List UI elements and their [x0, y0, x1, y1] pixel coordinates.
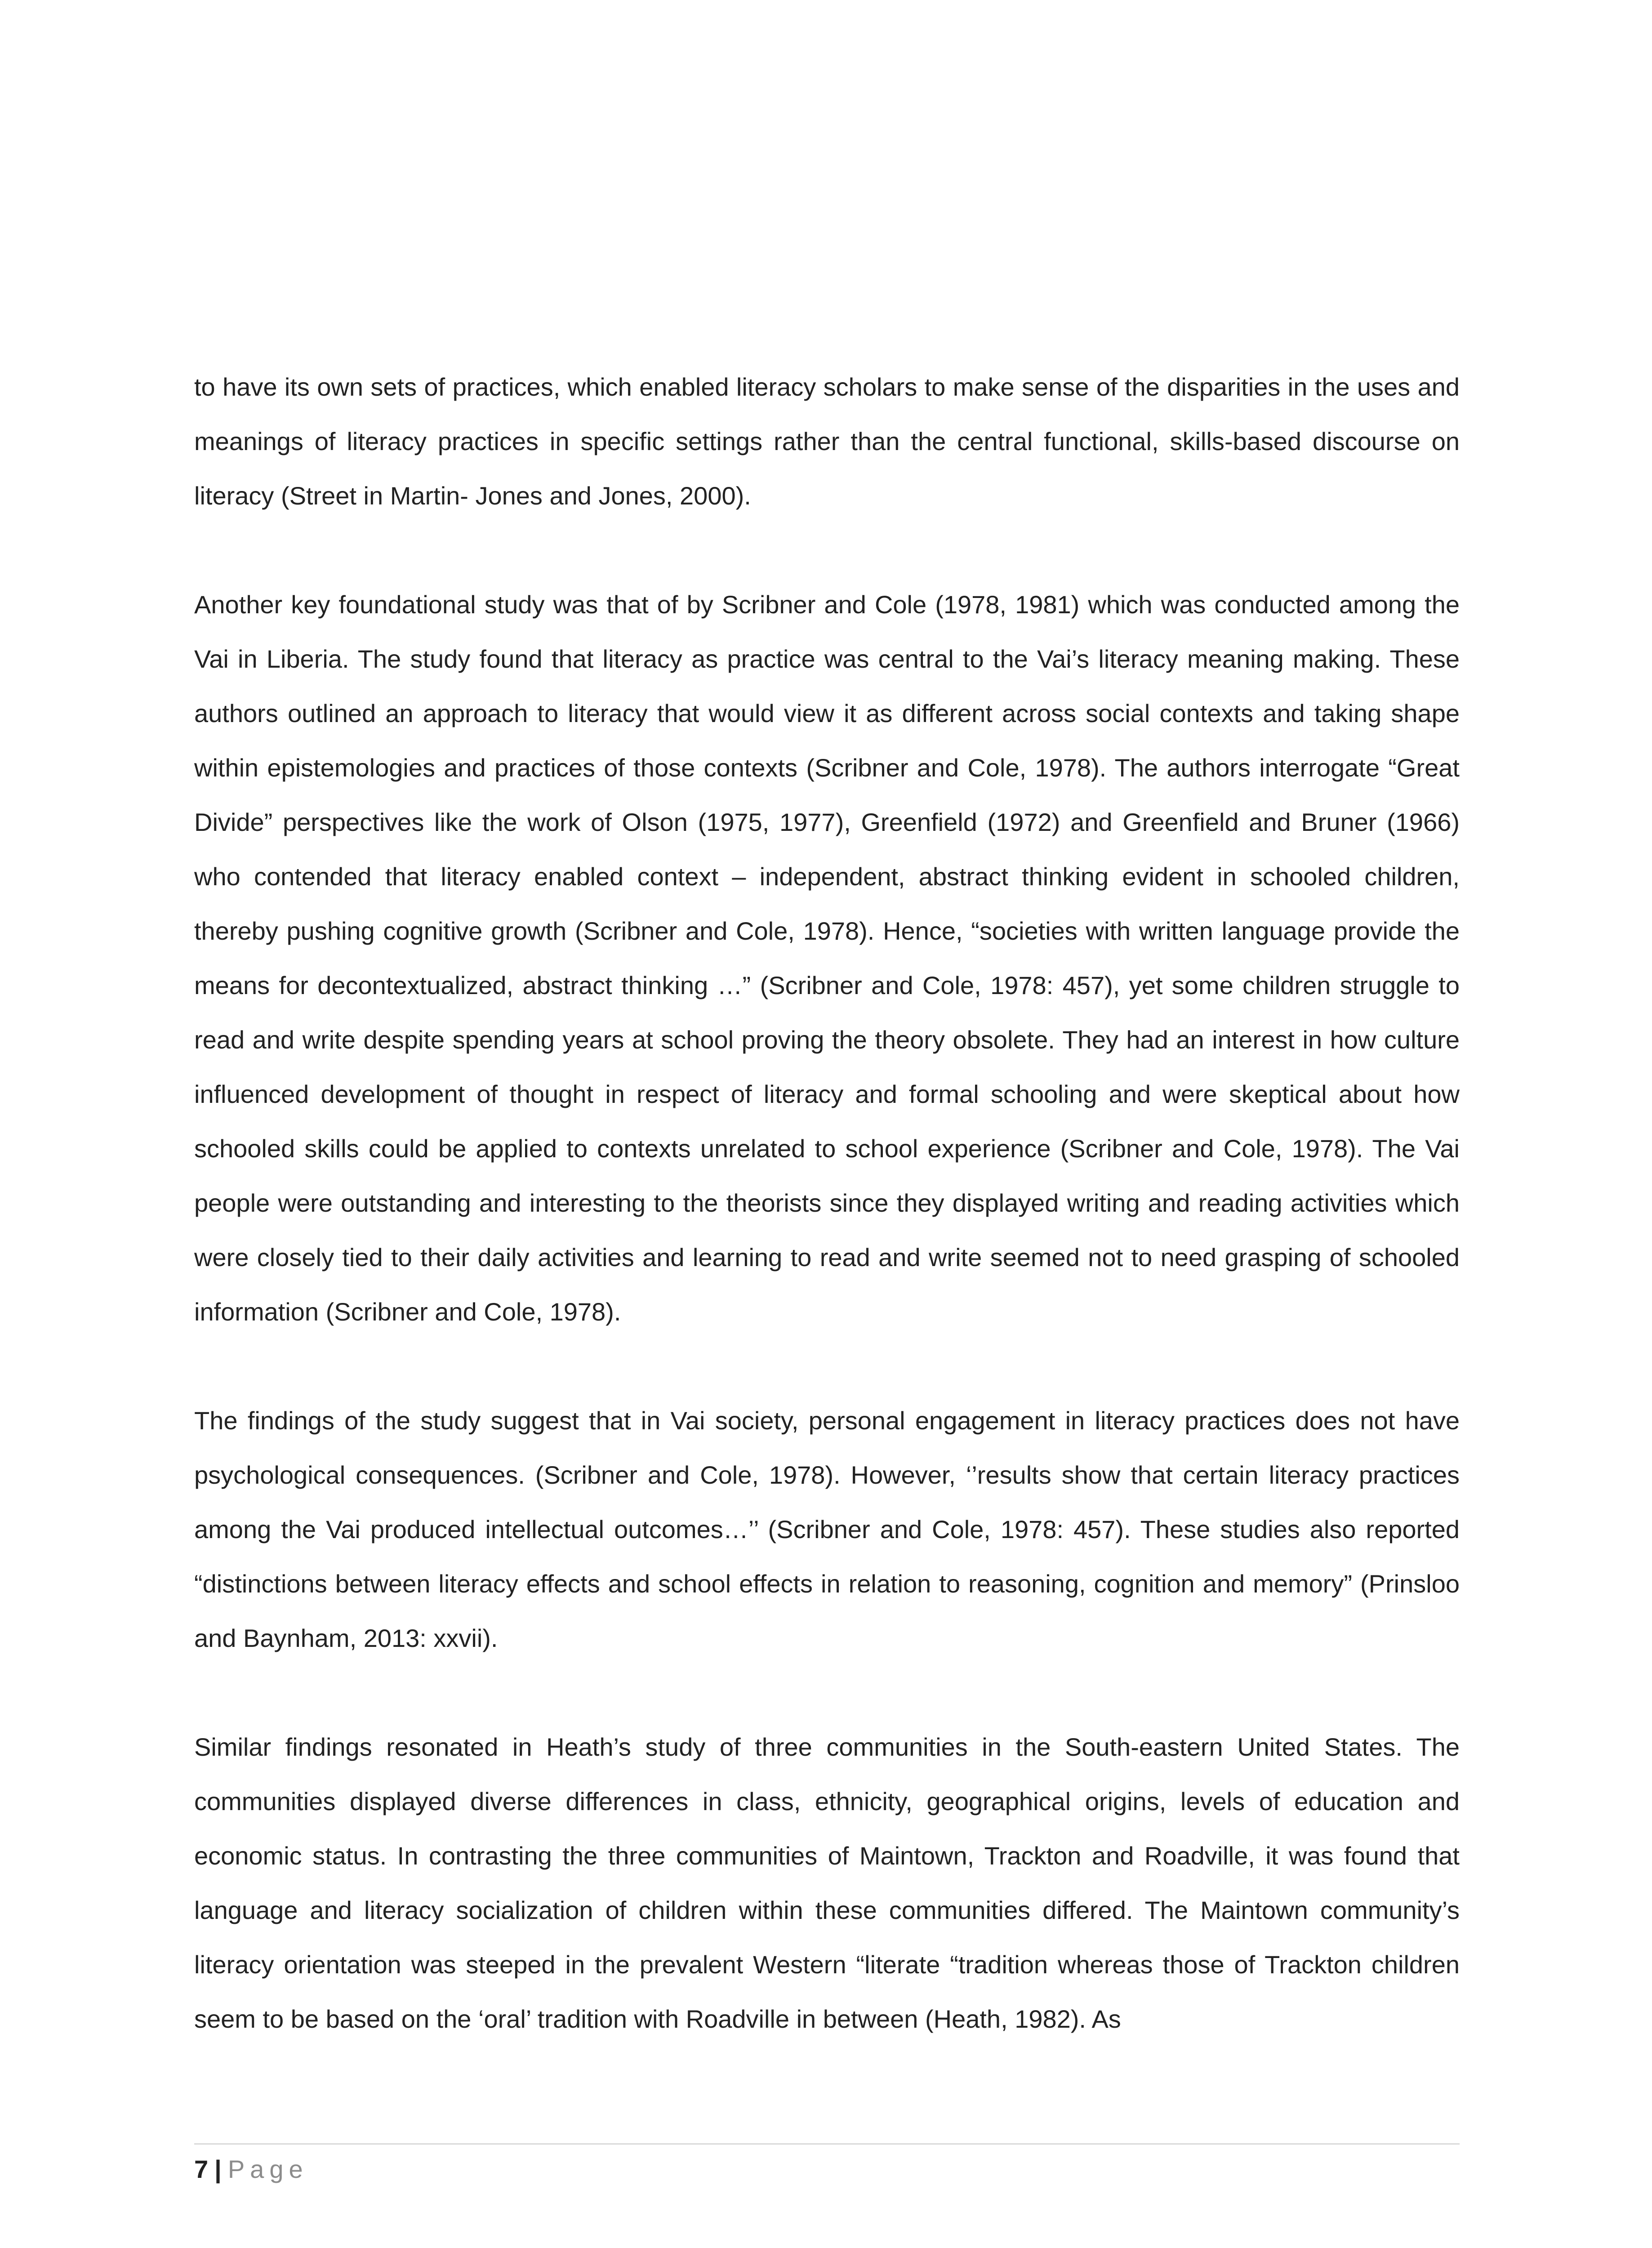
footer-divider [194, 2143, 1460, 2145]
paragraph-2: Another key foundational study was that of by Scribner and Cole (1978, 1981) which was conducted among the Vai in Liberia. The study found that literacy as practice was central to the Vai’s literacy meaning making. These authors outlined an approach to literacy that would view it as different across social contexts and taking shape within epistemologies and practices of those contexts (Scribner and Cole, 1978). The authors interrogate “Great Divide” perspectives like the work of Olson (1975, 1977), Greenfield (1972) and Greenfield and Bruner (1966) who contended that literacy enabled context – independent, abstract thinking evident in schooled children, thereby pushing cognitive growth (Scribner and Cole, 1978). Hence, “societies with written language provide the means for decontextualized, abstract thinking …” (Scribner and Cole, 1978: 457), yet some children struggle to read and write despite spending years at school proving the theory obsolete. They had an interest in how culture influenced development of thought in respect of literacy and formal schooling and were skeptical about how schooled skills could be applied to contexts unrelated to school experience (Scribner and Cole, 1978). The Vai people were outstanding and interesting to the theorists since they displayed writing and reading activities which were closely tied to their daily activities and learning to read and write seemed not to need grasping of schooled information (Scribner and Cole, 1978). [194, 590, 1460, 1326]
footer-separator: | [214, 2155, 222, 2183]
paragraph-4: Similar findings resonated in Heath’s study of three communities in the South-eastern United States. The communities displayed diverse differences in class, ethnicity, geographical origins, levels of education and economic status. In contrasting the three communities of Maintown, Trackton and Roadville, it was found that language and literacy socialization of children within these communities differed. The Maintown community’s literacy orientation was steeped in the prevalent Western “literate “tradition whereas those of Trackton children seem to be based on the ‘oral’ tradition with Roadville in between (Heath, 1982). As [194, 1733, 1460, 2033]
page-number: 7 [194, 2155, 209, 2183]
paragraph-3: The findings of the study suggest that in Vai society, personal engagement in literacy practices does not have psychological consequences. (Scribner and Cole, 1978). However, ‘’results show that certain literacy practices among the Vai produced intellectual outcomes…’’ (Scribner and Cole, 1978: 457). These studies also reported “distinctions between literacy effects and school effects in relation to reasoning, cognition and memory” (Prinsloo and Baynham, 2013: xxvii). [194, 1406, 1460, 1652]
page-label: Page [227, 2155, 308, 2183]
page-footer [194, 2154, 308, 2185]
body-text [194, 360, 1460, 2046]
paragraph-1: to have its own sets of practices, which enabled literacy scholars to make sense of the disparities in the uses and meanings of literacy practices in specific settings rather than the central functional, skills-based discourse on literacy (Street in Martin- Jones and Jones, 2000). [194, 373, 1460, 510]
